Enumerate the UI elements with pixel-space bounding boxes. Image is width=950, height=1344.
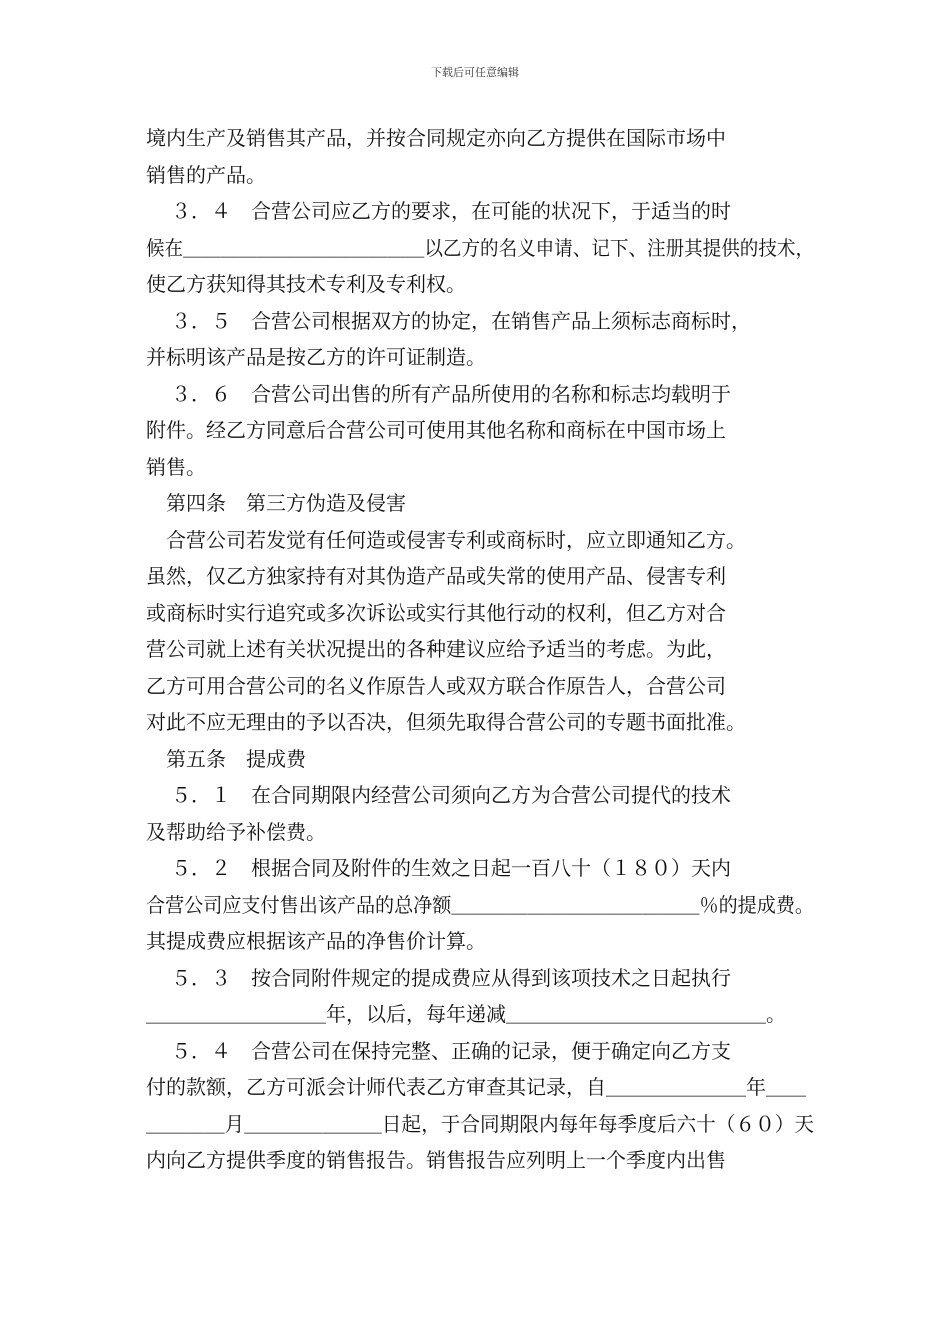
- text-line: ３．５ 合营公司根据双方的协定，在销售产品上须标志商标时，: [171, 308, 751, 333]
- text-line: 付的款额，乙方可派会计师代表乙方审查其记录，自＿＿＿＿＿＿＿年＿＿: [146, 1075, 806, 1099]
- text-line: 内向乙方提供季度的销售报告。销售报告应列明上一个季度内出售: [146, 1148, 726, 1172]
- page-header: 下载后可任意编辑: [431, 66, 519, 79]
- text-line: ５．１ 在合同期限内经营公司须向乙方为合营公司提代的技术: [171, 783, 731, 807]
- text-line: 合营公司若发觉有任何造或侵害专利或商标时，应立即通知乙方。: [166, 527, 746, 552]
- text-line: 乙方可用合营公司的名义作原告人或双方联合作原告人，合营公司: [146, 673, 726, 698]
- text-line: 第五条 提成费: [166, 746, 306, 771]
- text-line: 其提成费应根据该产品的净售价计算。: [146, 929, 486, 953]
- text-line: ＿＿＿＿＿＿＿＿＿年，以后，每年递减＿＿＿＿＿＿＿＿＿＿＿＿＿。: [146, 1002, 786, 1026]
- text-line: 境内生产及销售其产品，并按合同规定亦向乙方提供在国际市场中: [146, 126, 726, 150]
- text-line: ３．４ 合营公司应乙方的要求，在可能的状况下，于适当的时: [171, 199, 731, 223]
- text-line: 候在＿＿＿＿＿＿＿＿＿＿＿＿＿以乙方的名义申请、记下、注册其提供的技术，: [146, 235, 815, 260]
- text-line: ＿＿＿＿月＿＿＿＿＿＿＿日起，于合同期限内每年每季度后六十（６０）天: [146, 1111, 815, 1136]
- text-line: 对此不应无理由的予以否决，但须先取得合营公司的专题书面批准。: [146, 710, 746, 734]
- text-line: 附件。经乙方同意后合营公司可使用其他名称和商标在中国市场上: [146, 418, 726, 442]
- text-line: 销售。: [146, 454, 206, 479]
- text-line: 或商标时实行追究或多次诉讼或实行其他行动的权利，但乙方对合: [146, 600, 726, 625]
- text-line: ５．３ 按合同附件规定的提成费应从得到该项技术之日起执行: [171, 965, 731, 990]
- text-line: 并标明该产品是按乙方的许可证制造。: [146, 345, 486, 369]
- text-line: 使乙方获知得其技术专利及专利权。: [146, 272, 466, 296]
- text-line: 营公司就上述有关状况提出的各种建议应给予适当的考虑。为此，: [146, 637, 726, 661]
- text-line: ５．４ 合营公司在保持完整、正确的记录，便于确定向乙方支: [171, 1038, 731, 1063]
- text-line: 虽然，仅乙方独家持有对其伪造产品或失常的使用产品、侵害专利: [146, 564, 726, 588]
- text-line: 销售的产品。: [146, 162, 266, 187]
- text-line: 及帮助给予补偿费。: [146, 819, 326, 844]
- text-line: 合营公司应支付售出该产品的总净额＿＿＿＿＿＿＿＿＿＿＿＿＿％的提成费。: [146, 892, 815, 917]
- text-line: 第四条 第三方伪造及侵害: [166, 491, 406, 515]
- document-body: [146, 120, 814, 1179]
- text-line: ５．２ 根据合同及附件的生效之日起一百八十（１８０）天内: [171, 856, 731, 880]
- text-line: ３．６ 合营公司出售的所有产品所使用的名称和标志均载明于: [171, 381, 731, 406]
